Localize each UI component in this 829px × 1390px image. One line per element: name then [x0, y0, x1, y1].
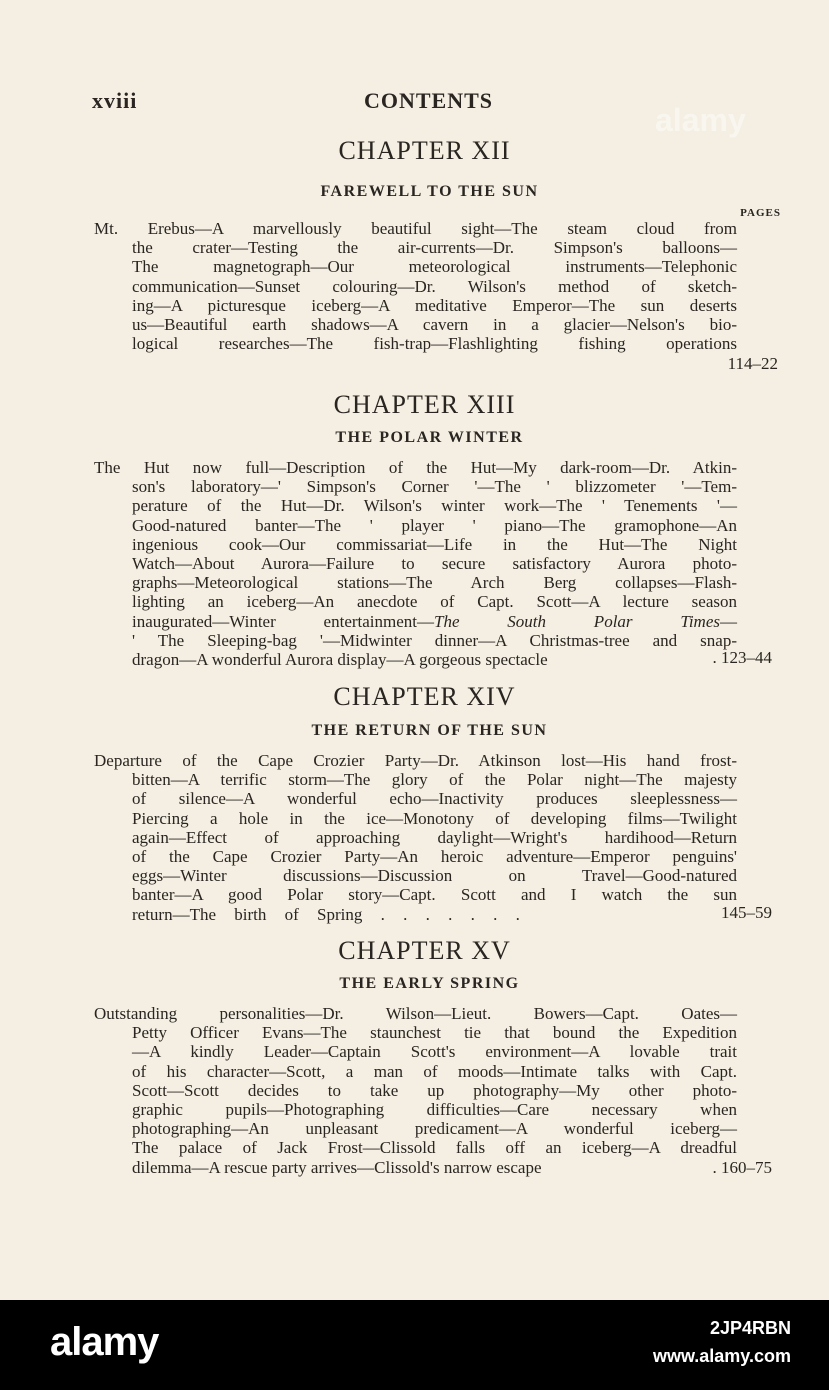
running-head: [92, 88, 506, 118]
chapter-12-summary: [94, 219, 737, 353]
chapter-13-number: CHAPTER XIII: [333, 390, 516, 419]
watermark: alamy: [655, 102, 746, 138]
summary-line: son's laboratory—' Simpson's Corner '—The ' blizzometer '—Tem-: [132, 477, 737, 497]
summary-line: Mt. Erebus—A marvellously beautiful sight—The steam cloud from: [94, 219, 737, 238]
chapter-14-number: CHAPTER XIV: [333, 682, 516, 711]
summary-line: inaugurated—Winter entertainment—The South Polar Times—: [132, 611, 737, 631]
summary-line: —A kindly Leader—Captain Scott's environment—A lovable trait: [132, 1042, 737, 1062]
chapter-12-pages: 114–22: [727, 354, 778, 373]
image-id: 2JP4RBN: [709, 1318, 791, 1338]
summary-line: of the Cape Crozier Party—An heroic adventure—Emperor penguins': [132, 847, 737, 867]
summary-line: dilemma—A rescue party arrives—Clissold's narrow escape: [132, 1157, 542, 1177]
chapter-14-title: THE RETURN OF THE SUN: [311, 722, 548, 739]
summary-line: Departure of the Cape Crozier Party—Dr. Atkinson lost—His hand frost-: [94, 751, 737, 770]
summary-line: ing—A picturesque iceberg—A meditative Emperor—The sun deserts: [132, 295, 737, 315]
summary-line: ingenious cook—Our commissariat—Life in the Hut—The Night: [132, 534, 737, 554]
summary-line: The magnetograph—Our meteorological instruments—Telephonic: [132, 257, 737, 277]
summary-line: Scott—Scott decides to take up photography—My other photo-: [132, 1080, 737, 1100]
summary-line: again—Effect of approaching daylight—Wright's hardihood—Return: [132, 827, 737, 847]
chapter-12-number: CHAPTER XII: [338, 136, 511, 165]
summary-line: Petty Officer Evans—The staunchest tie that bound the Expedition: [132, 1023, 737, 1043]
summary-line: Good-natured banter—The ' player ' piano—The gramophone—An: [132, 515, 737, 535]
chapter-13-summary: [94, 458, 737, 669]
alamy-logo: alamy: [50, 1320, 159, 1364]
summary-line: banter—A good Polar story—Capt. Scott and I watch the sun: [132, 885, 737, 905]
summary-line: ' The Sleeping-bag '—Midwinter dinner—A Christmas-tree and snap-: [132, 630, 737, 650]
chapter-12-title: FAREWELL TO THE SUN: [320, 183, 539, 200]
chapter-13-pages: . 123–44: [712, 648, 772, 667]
summary-line: bitten—A terrific storm—The glory of the Polar night—The majesty: [132, 770, 737, 790]
pages-label: PAGES: [740, 207, 781, 219]
chapter-14-summary: [94, 751, 737, 924]
summary-line: eggs—Winter discussions—Discussion on Travel—Good-natured: [132, 866, 737, 886]
summary-line: graphic pupils—Photographing difficulties—Care necessary when: [132, 1100, 737, 1120]
italic-publication-title: The South Polar Times: [434, 611, 720, 631]
summary-line: return—The birth of Spring . . . . . . .: [132, 904, 520, 924]
summary-line: photographing—An unpleasant predicament—A wonderful iceberg—: [132, 1119, 737, 1139]
summary-line: lighting an iceberg—An anecdote of Capt. Scott—A lecture season: [132, 592, 737, 612]
chapter-15-number: CHAPTER XV: [338, 936, 511, 965]
summary-line: Watch—About Aurora—Failure to secure satisfactory Aurora photo-: [132, 554, 737, 574]
site-url: www.alamy.com: [652, 1346, 791, 1366]
summary-line: us—Beautiful earth shadows—A cavern in a glacier—Nelson's bio-: [132, 315, 737, 335]
summary-line: the crater—Testing the air-currents—Dr. Simpson's balloons—: [132, 238, 737, 258]
summary-text: inaugurated—Winter entertainment—: [132, 611, 435, 631]
summary-line: logical researches—The fish-trap—Flashlighting fishing operations: [132, 334, 737, 354]
summary-line: communication—Sunset colouring—Dr. Wilson's method of sketch-: [132, 276, 737, 296]
summary-line: Outstanding personalities—Dr. Wilson—Lieut. Bowers—Capt. Oates—: [94, 1004, 737, 1023]
stock-footer-bar: [0, 1300, 829, 1390]
summary-line: perature of the Hut—Dr. Wilson's winter work—The ' Tenements '—: [132, 496, 737, 516]
chapter-15-pages: . 160–75: [712, 1158, 772, 1177]
summary-line: The palace of Jack Frost—Clissold falls off an iceberg—A dreadful: [132, 1138, 737, 1158]
chapter-15-title: THE EARLY SPRING: [339, 975, 520, 992]
summary-line: graphs—Meteorological stations—The Arch Berg collapses—Flash-: [132, 573, 737, 593]
summary-line: dragon—A wonderful Aurora display—A gorgeous spectacle: [132, 650, 548, 670]
summary-line: of his character—Scott, a man of moods—Intimate talks with Capt.: [132, 1061, 737, 1081]
summary-line: The Hut now full—Description of the Hut—My dark-room—Dr. Atkin-: [94, 458, 737, 477]
summary-line: of silence—A wonderful echo—Inactivity produces sleeplessness—: [132, 789, 737, 809]
running-title: CONTENTS: [364, 88, 494, 113]
chapter-14-pages: 145–59: [721, 903, 772, 922]
summary-line: Piercing a hole in the ice—Monotony of developing films—Twilight: [132, 808, 737, 828]
page-number: xviii: [92, 88, 138, 113]
chapter-13-title: THE POLAR WINTER: [335, 429, 524, 446]
chapter-15-summary: [94, 1004, 737, 1177]
